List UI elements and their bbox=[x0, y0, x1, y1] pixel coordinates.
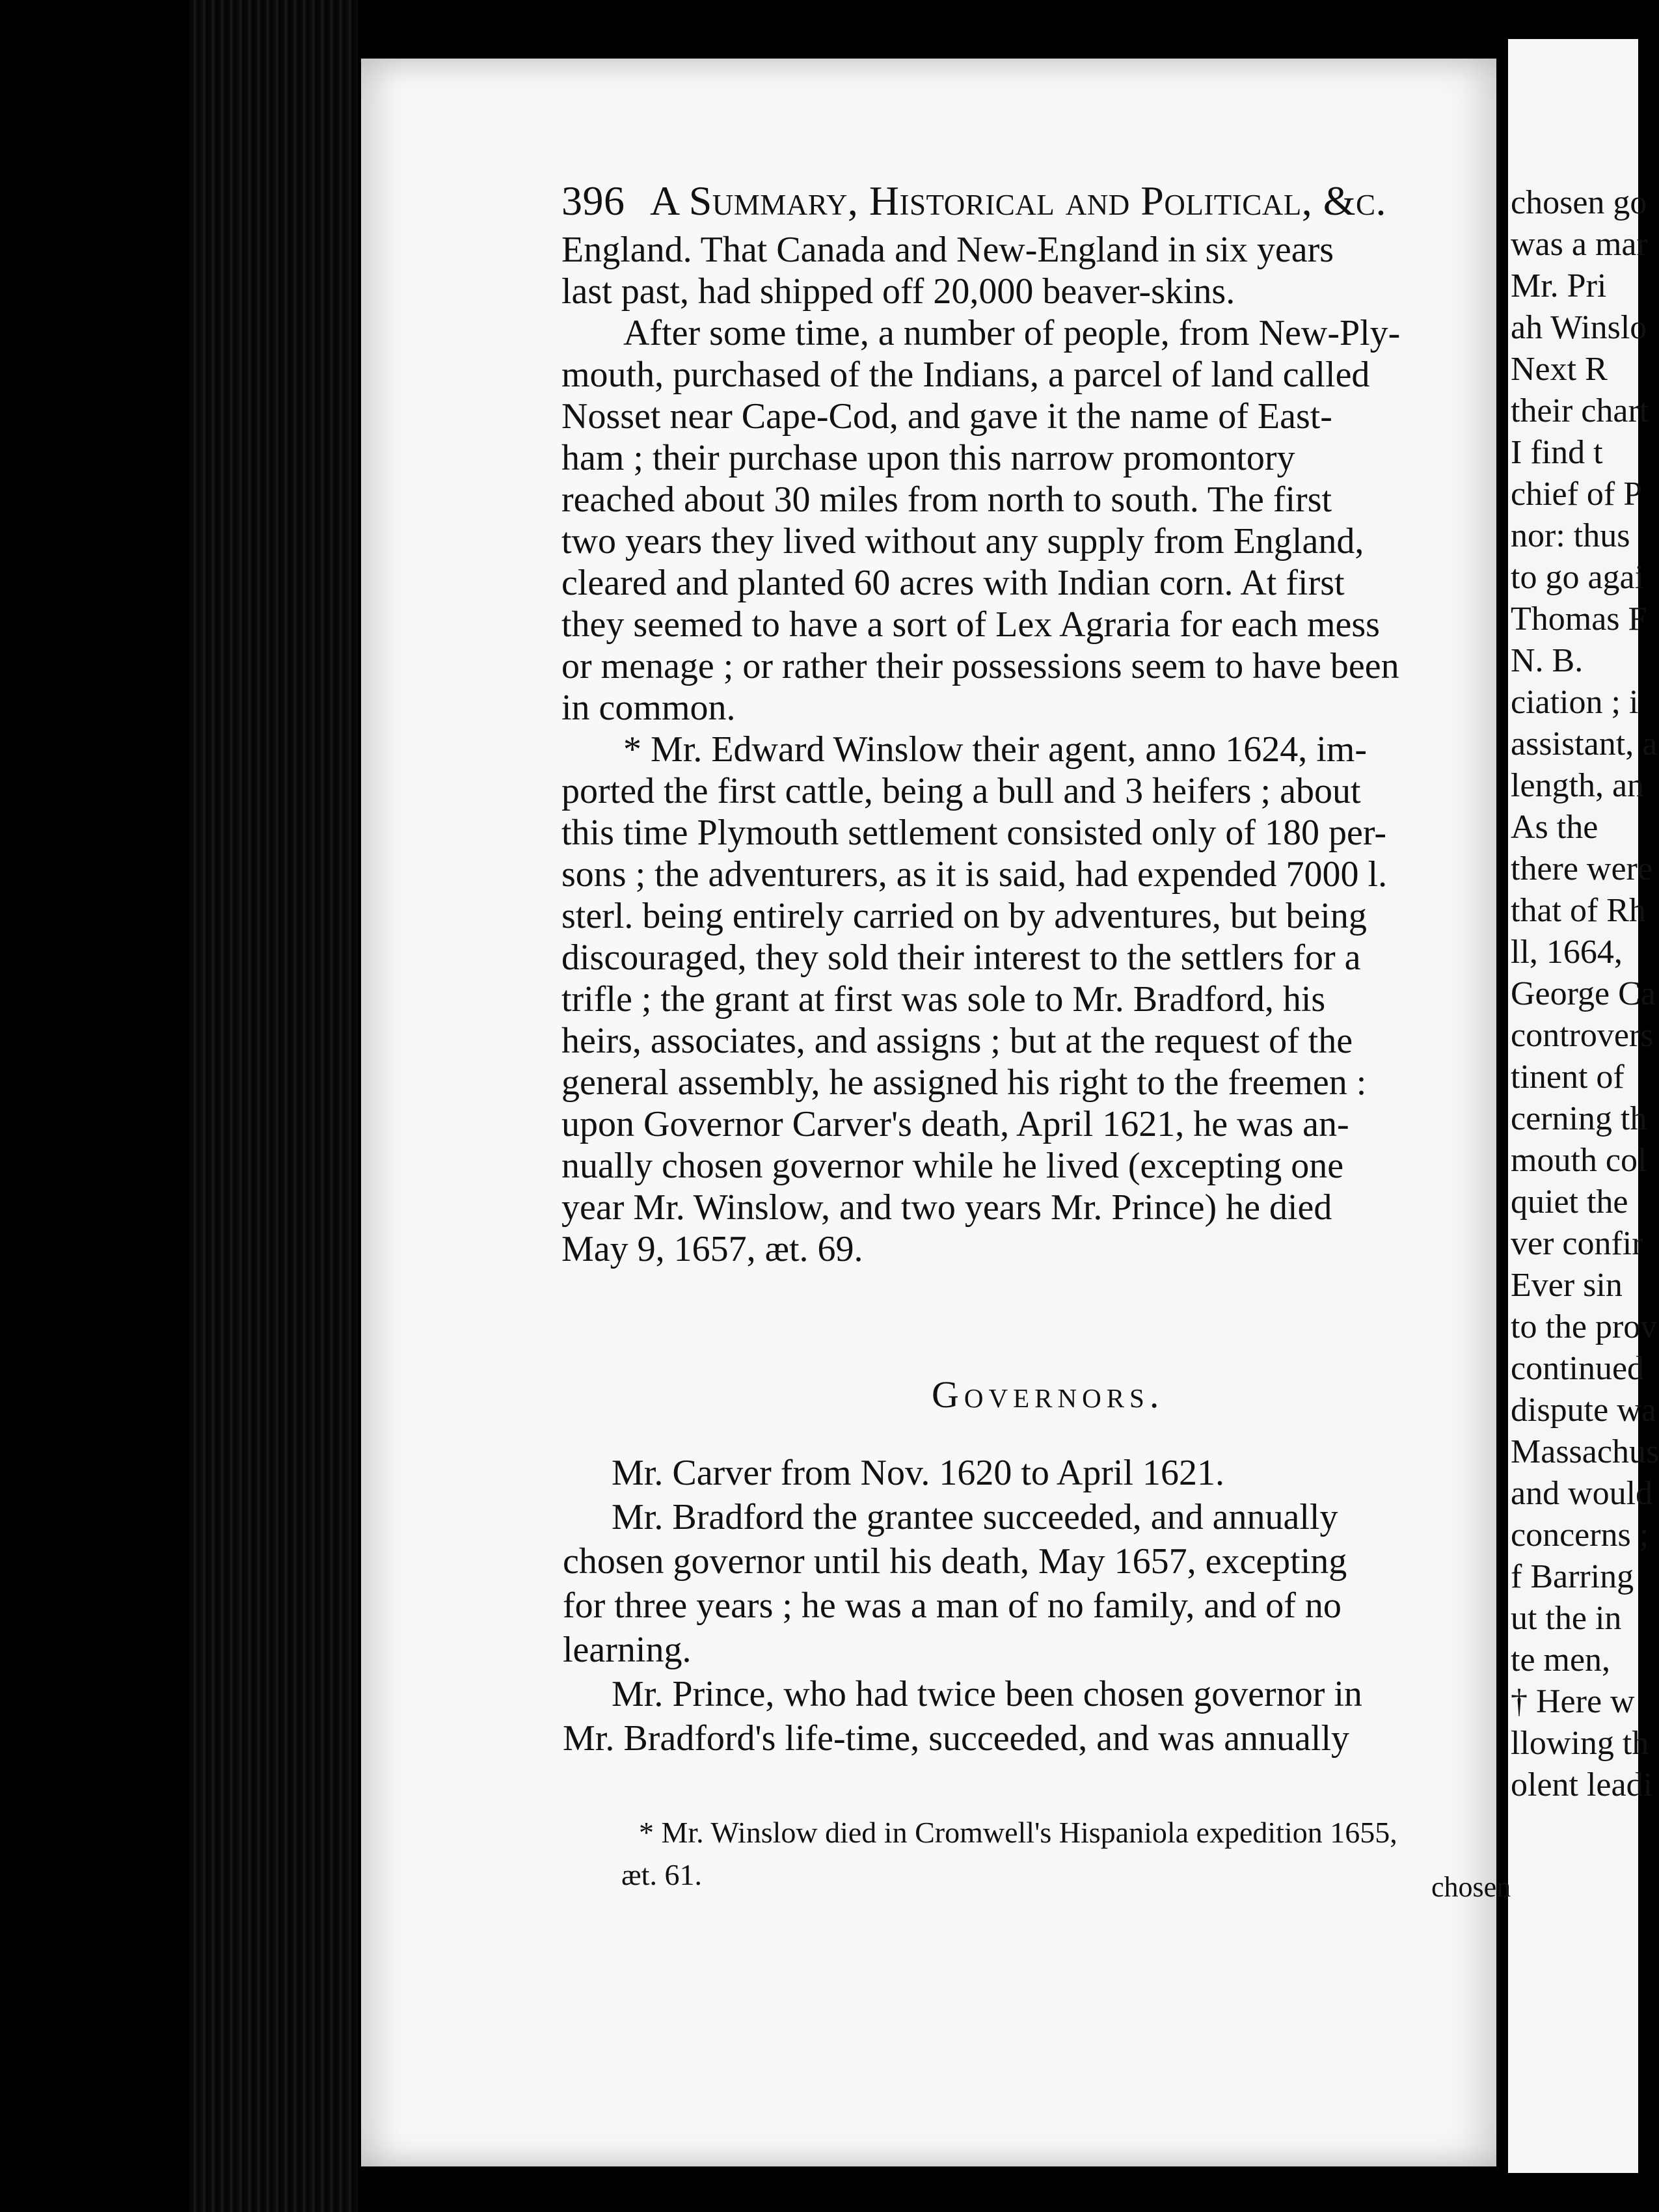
right-text-line: As the bbox=[1511, 809, 1598, 846]
book-fore-edge bbox=[189, 0, 358, 2212]
running-head bbox=[561, 177, 1386, 225]
text-line: discouraged, they sold their interest to the settlers for a bbox=[561, 937, 1361, 978]
right-text-line: George Ca bbox=[1511, 975, 1656, 1012]
text-line: Mr. Prince, who had twice been chosen governor in bbox=[612, 1674, 1362, 1714]
right-text-line: ver confir bbox=[1511, 1225, 1643, 1262]
right-text-line: olent leadi bbox=[1511, 1766, 1653, 1803]
right-text-line: controvers bbox=[1511, 1017, 1654, 1054]
right-text-line: nor: thus bbox=[1511, 517, 1630, 554]
right-text-line: mouth col bbox=[1511, 1142, 1647, 1179]
right-text-line: I find t bbox=[1511, 434, 1603, 471]
text-line: upon Governor Carver's death, April 1621, he was an- bbox=[561, 1104, 1349, 1144]
text-line: chosen governor until his death, May 1657, excepting bbox=[563, 1541, 1347, 1582]
right-text-line: and would bbox=[1511, 1475, 1653, 1512]
right-text-line: llowing th bbox=[1511, 1725, 1649, 1762]
text-line: ham ; their purchase upon this narrow promontory bbox=[561, 438, 1295, 478]
right-text-line: chief of P bbox=[1511, 476, 1643, 513]
governors-text bbox=[563, 1451, 1496, 1760]
right-text-line: to the prov bbox=[1511, 1308, 1658, 1345]
text-line: cleared and planted 60 acres with Indian corn. At first bbox=[561, 563, 1345, 603]
text-line: Mr. Carver from Nov. 1620 to April 1621. bbox=[612, 1453, 1225, 1493]
right-text-line: quiet the bbox=[1511, 1183, 1628, 1221]
text-line: Mr. Bradford the grantee succeeded, and annually bbox=[612, 1497, 1338, 1537]
right-page-text bbox=[1511, 182, 1659, 1806]
text-line: nually chosen governor while he lived (excepting one bbox=[561, 1146, 1344, 1186]
right-text-line: dispute wa bbox=[1511, 1392, 1656, 1429]
text-line: Mr. Bradford's life-time, succeeded, and was annually bbox=[563, 1718, 1350, 1759]
right-text-line: length, an bbox=[1511, 767, 1645, 804]
text-line: Nosset near Cape-Cod, and gave it the name of East- bbox=[561, 396, 1332, 437]
text-line: or menage ; or rather their possessions seem to have been bbox=[561, 646, 1399, 686]
right-text-line: f Barring bbox=[1511, 1558, 1634, 1595]
right-text-line: ut the in bbox=[1511, 1600, 1622, 1637]
right-text-line: Next R bbox=[1511, 351, 1608, 388]
footnote-continuation: æt. 61. bbox=[621, 1858, 702, 1891]
running-head-title: A Summary, Historical and Political, &c. bbox=[650, 178, 1387, 224]
text-line: mouth, purchased of the Indians, a parcel of land called bbox=[561, 355, 1370, 395]
text-line: two years they lived without any supply from England, bbox=[561, 521, 1364, 561]
text-line: in common. bbox=[561, 688, 736, 728]
right-text-line: N. B. bbox=[1511, 642, 1584, 679]
right-text-line: to go agai bbox=[1511, 559, 1645, 596]
right-text-line: Ever sin bbox=[1511, 1267, 1623, 1304]
right-text-line: there were bbox=[1511, 850, 1652, 887]
text-line: After some time, a number of people, from New-Ply- bbox=[623, 313, 1401, 353]
text-line: year Mr. Winslow, and two years Mr. Prince) he died bbox=[561, 1187, 1332, 1228]
right-text-line: assistant, a bbox=[1511, 725, 1658, 762]
body-text bbox=[561, 229, 1472, 1270]
right-text-line: † Here w bbox=[1511, 1683, 1635, 1720]
right-text-line: Massachus bbox=[1511, 1433, 1659, 1470]
text-line: sterl. being entirely carried on by adventures, but being bbox=[561, 896, 1367, 936]
text-line: reached about 30 miles from north to south. The first bbox=[561, 479, 1332, 520]
right-text-line: Mr. Pri bbox=[1511, 267, 1607, 304]
right-text-line: chosen go bbox=[1511, 184, 1647, 221]
text-line: learning. bbox=[563, 1630, 692, 1670]
text-line: * Mr. Edward Winslow their agent, anno 1624, im- bbox=[623, 729, 1367, 770]
right-text-line: was a mar bbox=[1511, 226, 1648, 263]
text-line: England. That Canada and New-England in six years bbox=[561, 230, 1334, 270]
page-number: 396 bbox=[561, 178, 625, 224]
right-text-line: ll, 1664, bbox=[1511, 934, 1623, 971]
text-line: sons ; the adventurers, as it is said, had expended 7000 l. bbox=[561, 854, 1388, 895]
right-text-line: Thomas F bbox=[1511, 600, 1647, 638]
text-line: last past, had shipped off 20,000 beaver-skins. bbox=[561, 271, 1235, 312]
right-text-line: their chart bbox=[1511, 392, 1649, 429]
text-line: May 9, 1657, æt. 69. bbox=[561, 1229, 863, 1269]
text-line: for three years ; he was a man of no family, and of no bbox=[563, 1585, 1342, 1626]
right-text-line: cerning th bbox=[1511, 1100, 1647, 1137]
footnote: * Mr. Winslow died in Cromwell's Hispaniola expedition 1655, bbox=[639, 1816, 1397, 1849]
text-line: this time Plymouth settlement consisted only of 180 per- bbox=[561, 813, 1387, 853]
section-heading: Governors. bbox=[932, 1373, 1165, 1416]
text-line: heirs, associates, and assigns ; but at the request of the bbox=[561, 1021, 1353, 1061]
catchword: chosen bbox=[1431, 1871, 1511, 1903]
text-line: general assembly, he assigned his right to the freemen : bbox=[561, 1062, 1367, 1103]
right-text-line: tinent of bbox=[1511, 1059, 1625, 1096]
right-text-line: ah Winslo bbox=[1511, 309, 1647, 346]
text-line: they seemed to have a sort of Lex Agraria for each mess bbox=[561, 604, 1380, 645]
right-text-line: continued bbox=[1511, 1350, 1645, 1387]
right-text-line: ciation ; i bbox=[1511, 684, 1639, 721]
right-text-line: concerns ; bbox=[1511, 1517, 1649, 1554]
text-line: ported the first cattle, being a bull and 3 heifers ; about bbox=[561, 771, 1361, 811]
right-text-line: that of Rh bbox=[1511, 892, 1646, 929]
text-line: trifle ; the grant at first was sole to Mr. Bradford, his bbox=[561, 979, 1326, 1019]
right-text-line: te men, bbox=[1511, 1641, 1611, 1679]
